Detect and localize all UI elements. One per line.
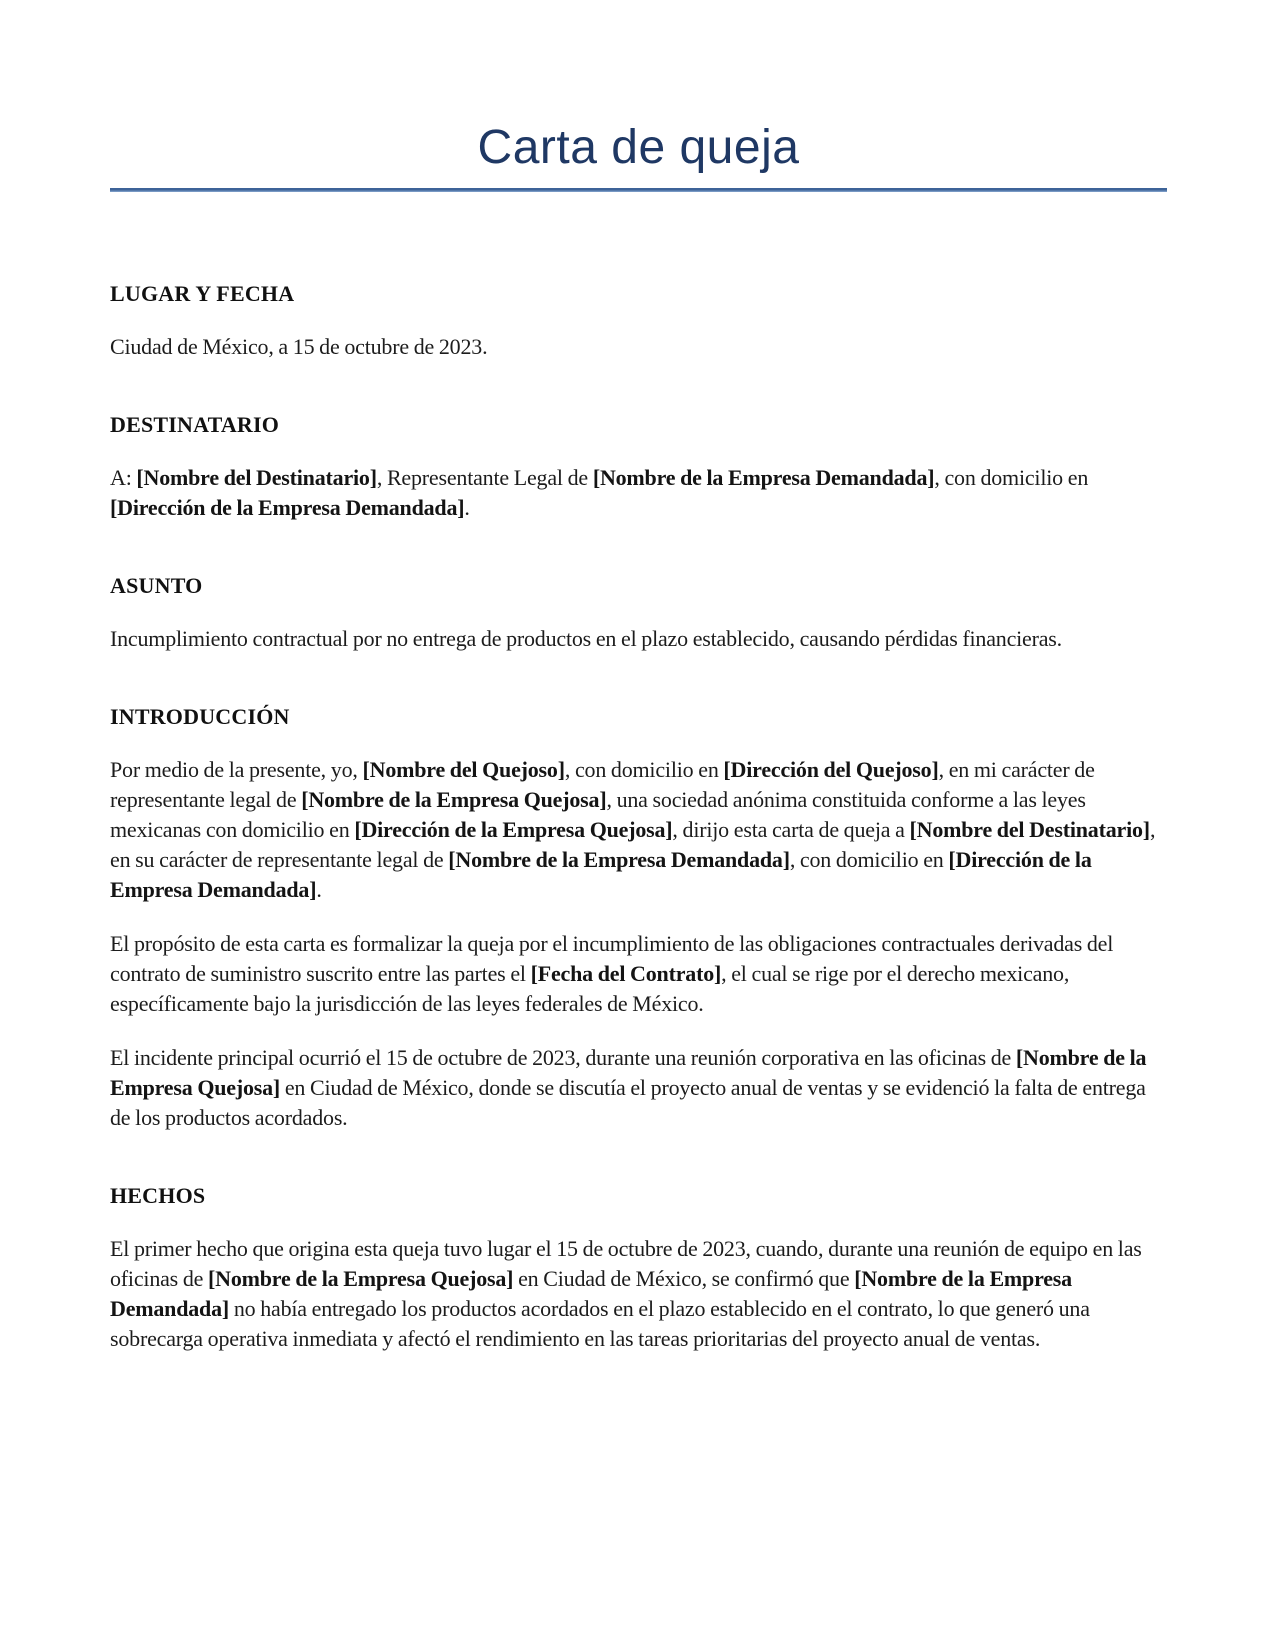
text-run: El primer hecho que origina esta queja tuvo lugar el 15 de octubre de 2023, cuando, durante una reunión de equipo en las oficinas de — [110, 1236, 1142, 1291]
text-run: , con domicilio en — [789, 847, 949, 872]
text-run: , Representante Legal de — [376, 465, 593, 490]
section-paragraph — [110, 1043, 1167, 1133]
text-run: A: — [110, 465, 137, 490]
section-heading: HECHOS — [110, 1183, 206, 1208]
placeholder-field: [Fecha del Contrato] — [530, 961, 722, 986]
text-run: Por medio de la presente, yo, — [110, 757, 363, 782]
section-heading: INTRODUCCIÓN — [110, 704, 290, 729]
text-run: no había entregado los productos acordados en el plazo establecido en el contrato, lo que generó una sobrecarga operativa inmediata y afectó el rendimiento en las tareas prioritarias del proyecto anual de ventas. — [110, 1296, 1090, 1351]
letter-section — [110, 1181, 1167, 1354]
document-header — [110, 120, 1167, 192]
placeholder-field: [Nombre de la Empresa Quejosa] — [208, 1266, 514, 1291]
text-run: El propósito de esta carta es formalizar la queja por el incumplimiento de las obligaciones contractuales derivadas del contrato de suministro suscrito entre las partes el — [110, 931, 1114, 986]
text-run: , en su carácter de representante legal de — [110, 817, 1156, 872]
section-paragraph — [110, 929, 1167, 1019]
letter-body — [110, 279, 1167, 1354]
text-run: Ciudad de México, a 15 de octubre de 2023. — [110, 334, 488, 359]
section-heading: DESTINATARIO — [110, 412, 280, 437]
text-run: . — [464, 495, 470, 520]
text-run: , en mi carácter de representante legal de — [110, 757, 1095, 812]
placeholder-field: [Nombre de la Empresa Demandada] — [592, 465, 935, 490]
placeholder-field: [Nombre del Destinatario] — [909, 817, 1150, 842]
section-paragraph — [110, 463, 1167, 523]
placeholder-field: [Nombre de la Empresa Demandada] — [448, 847, 790, 872]
text-run: en Ciudad de México, donde se discutía el proyecto anual de ventas y se evidenció la falta de entrega de los productos acordados. — [110, 1075, 1146, 1130]
placeholder-field: [Nombre de la Empresa Quejosa] — [301, 787, 607, 812]
placeholder-field: [Dirección de la Empresa Demandada] — [110, 847, 1092, 902]
text-run: Incumplimiento contractual por no entrega de productos en el plazo establecido, causando pérdidas financieras. — [110, 626, 1062, 651]
section-heading: LUGAR Y FECHA — [110, 281, 295, 306]
letter-section — [110, 571, 1167, 654]
placeholder-field: [Dirección del Quejoso] — [723, 757, 939, 782]
text-run: , el cual se rige por el derecho mexicano, específicamente bajo la jurisdicción de las leyes federales de México. — [110, 961, 1070, 1016]
section-paragraph — [110, 1234, 1167, 1354]
placeholder-field: [Nombre del Destinatario] — [136, 465, 377, 490]
placeholder-field: [Nombre de la Empresa Quejosa] — [110, 1045, 1147, 1100]
placeholder-field: [Dirección de la Empresa Quejosa] — [354, 817, 673, 842]
letter-section — [110, 410, 1167, 523]
placeholder-field: [Nombre de la Empresa Demandada] — [110, 1266, 1072, 1321]
text-run: , con domicilio en — [934, 465, 1089, 490]
text-run: . — [316, 877, 322, 902]
letter-section — [110, 279, 1167, 362]
sections — [110, 279, 1167, 1354]
section-heading: ASUNTO — [110, 573, 203, 598]
text-run: en Ciudad de México, se confirmó que — [513, 1266, 855, 1291]
section-paragraph — [110, 755, 1167, 905]
section-paragraph — [110, 624, 1167, 654]
text-run: , con domicilio en — [564, 757, 724, 782]
letter-section — [110, 702, 1167, 1133]
text-run: , una sociedad anónima constituida conforme a las leyes mexicanas con domicilio en — [110, 787, 1086, 842]
placeholder-field: [Nombre del Quejoso] — [362, 757, 565, 782]
document-title: Carta de queja — [477, 121, 800, 174]
text-run: , dirijo esta carta de queja a — [672, 817, 910, 842]
text-run: El incidente principal ocurrió el 15 de octubre de 2023, durante una reunión corporativa en las oficinas de — [110, 1045, 1016, 1070]
placeholder-field: [Dirección de la Empresa Demandada] — [110, 495, 465, 520]
title-rule — [110, 188, 1167, 192]
section-paragraph — [110, 332, 1167, 362]
